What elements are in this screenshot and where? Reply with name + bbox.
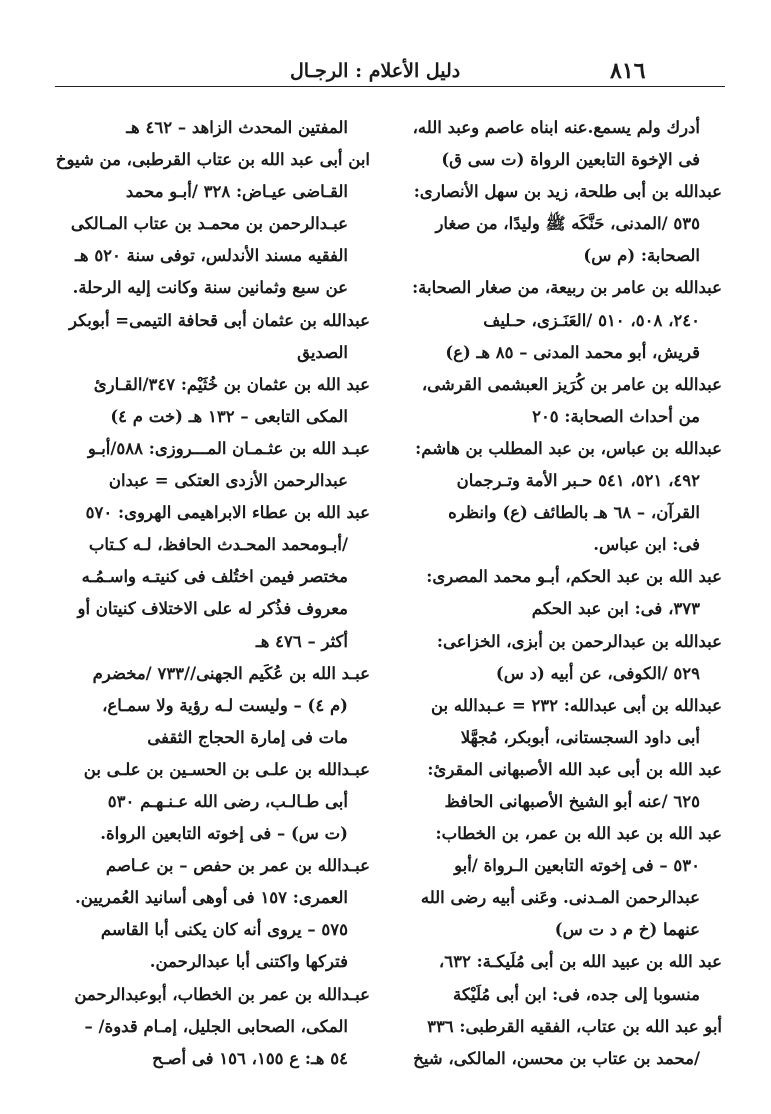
- running-title: دليل الأعلام : الرجـال: [290, 60, 461, 82]
- index-line: عبدالرحمن المـدنى. وعَنى أبيه رضى الله: [420, 888, 700, 908]
- index-line: عن سبع وثمانين سنة وكانت إليه الرحلة.: [72, 278, 348, 298]
- index-line: القـاضى عيـاض: ٣٢٨ /أبـو محمد: [125, 182, 348, 202]
- index-line: المكى، الصحابى الجليل، إمـام قدوة/ –: [84, 1016, 348, 1036]
- index-line: /أبـومحمد المحـدث الحافظ، لـه كـتاب: [88, 535, 348, 555]
- index-line: فى الإخوة التابعين الرواة (ت سى ق): [441, 150, 700, 170]
- index-line: أكثر – ٤٧٦ هـ: [255, 631, 348, 651]
- index-line: أبو عبد الله بن عتاب، الفقيه القرطبى: ٣٣٦: [427, 1016, 722, 1036]
- index-line: فتركها واكتنى أبا عبدالرحمن.: [149, 952, 348, 972]
- index-line: ٥٣٠ – فى إخوته التابعين الـرواة /أبو: [454, 856, 700, 876]
- index-line: (م ٤) – وليست لـه رؤية ولا سمـاع،: [102, 695, 348, 715]
- page-number: ٨١٦: [610, 58, 646, 84]
- index-line: عبـدالله بن عمر بن الخطاب، أبوعبدالرحمن: [74, 984, 370, 1004]
- index-line: أدرك ولم يسمع.عنه ابناه عاصم وعبد الله،: [412, 118, 700, 137]
- index-line: ٢٤٠، ٥٠٨، ٥١٠ /العَنَـزى، حـليف: [483, 310, 700, 330]
- index-line: عبدالله بن عثمان أبى قحافة التيمى= أبوبكر: [69, 310, 370, 330]
- index-line: ٥٣٥ /المدنى، حَنَّكَه ﷺ وليدًا، من صغار: [435, 214, 700, 234]
- index-line: عبدالله بن أبى عبدالله: ٢٣٢ = عـبدالله بن: [430, 695, 722, 715]
- index-line: ٥٤ هـ: ع ١٥٥، ١٥٦ فى أصـح: [152, 1048, 348, 1068]
- index-line: من أحداث الصحابة: ٢٠٥: [532, 406, 700, 426]
- index-line: /محمد بن عتاب بن محسن، المالكى، شيخ: [413, 1048, 700, 1068]
- index-line: عبدالله بن عامر بن كُرَيز العبشمى القرشى،: [421, 374, 722, 394]
- page-header: [0, 0, 771, 90]
- index-line: عبدالله بن عامر بن ربيعة، من صغار الصحابة:: [412, 278, 722, 298]
- index-line: ٥٢٩ /الكوفى، عن أبيه (د س): [495, 663, 700, 683]
- index-line: (ت س) – فى إخوته التابعين الرواة.: [100, 824, 348, 844]
- index-line: القرآن، – ٦٨ هـ بالطائف (ع) وانظره: [448, 503, 700, 523]
- index-line: عبـدالله بن عمر بن حفص – بن عـاصم: [105, 856, 370, 876]
- index-line: عنهما (خ م د ت س): [554, 920, 700, 940]
- index-line: عبد الله بن عطاء الابراهيمى الهروى: ٥٧٠: [85, 503, 370, 523]
- index-line: عبـدالرحمن بن محمـد بن عتاب المـالكى: [70, 214, 348, 234]
- index-line: ابن أبى عبد الله بن عتاب القرطبى، من شيوخ: [55, 150, 370, 170]
- index-line: ٤٩٢، ٥٢١، ٥٤١ حـبر الأمة وتـرجمان: [456, 471, 700, 491]
- index-line: العمرى: ١٥٧ فى أوهى أسانيد العُمريين.: [75, 888, 348, 908]
- index-line: عبدالله بن عباس، بن عبد المطلب بن هاشم:: [415, 438, 722, 458]
- index-line: أبى طـالـب، رضى الله عـنـهـم ٥٣٠: [107, 791, 348, 811]
- right-column: [385, 112, 722, 1075]
- index-line: أبى داود السجستانى، أبوبكر، مُجهَّلا: [460, 727, 700, 747]
- index-line: مات فى إمارة الحجاج الثقفى: [147, 727, 348, 747]
- index-line: عبـد الله بن عثـمـان المـــروزى: ٥٨٨/أبـو: [87, 438, 370, 458]
- index-line: عبد الله بن عثمان بن خُثَيْم: ٣٤٧/القـارئ: [93, 374, 370, 394]
- index-line: عبد الله بن عبد الله بن عمر، بن الخطاب:: [435, 824, 722, 844]
- index-line: فى: ابن عباس.: [593, 535, 700, 555]
- index-line: عبـدالله بن علـى بن الحسـين بن علـى بن: [83, 759, 370, 779]
- index-line: عبدالرحمن الأزدى العتكى = عبدان: [108, 471, 348, 491]
- index-line: قريش، أبو محمد المدنى – ٨٥ هـ (ع): [445, 342, 700, 362]
- index-line: عبدالله بن أبى طلحة، زيد بن سهل الأنصارى:: [413, 182, 722, 202]
- index-line: عبد الله بن عبد الحكم، أبـو محمد المصرى:: [426, 567, 722, 587]
- index-line: معروف فذُكر له على الاختلاف كنيتان أو: [77, 599, 348, 619]
- left-column: [52, 112, 370, 1075]
- index-line: الصديق: [297, 342, 348, 362]
- index-line: عبدالله بن عبدالرحمن بن أبزى، الخزاعى:: [436, 631, 722, 651]
- header-rule: [55, 86, 725, 87]
- index-line: ٦٢٥ /عنه أبو الشيخ الأصبهانى الحافظ: [444, 791, 700, 811]
- index-line: المفتين المحدث الزاهد – ٤٦٢ هـ: [126, 118, 348, 137]
- index-line: المكى التابعى – ١٣٢ هـ (خت م ٤): [110, 406, 348, 426]
- index-line: منسوبا إلى جده، فى: ابن أبى مُلَيْكة: [453, 984, 700, 1004]
- index-line: عبد الله بن عبيد الله بن أبى مُلَيكـة: ٦٣٢،: [438, 952, 722, 972]
- index-line: ٥٧٥ – يروى أنه كان يكنى أبا القاسم: [100, 920, 348, 940]
- index-line: مختصر فيمن اختُلف فى كنيتـه واسـمُـه: [81, 567, 348, 587]
- index-line: عبد الله بن أبى عبد الله الأصبهانى المقرئ:: [427, 759, 722, 779]
- index-line: عبـد الله بن عُكَيم الجهنى//٧٣٣ /مخضرم: [92, 663, 370, 683]
- index-line: ٣٧٣، فى: ابن عبد الحكم: [531, 599, 700, 619]
- index-line: الصحابة: (م س): [583, 246, 700, 266]
- index-line: الفقيه مسند الأندلس، توفى سنة ٥٢٠ هـ: [75, 246, 348, 266]
